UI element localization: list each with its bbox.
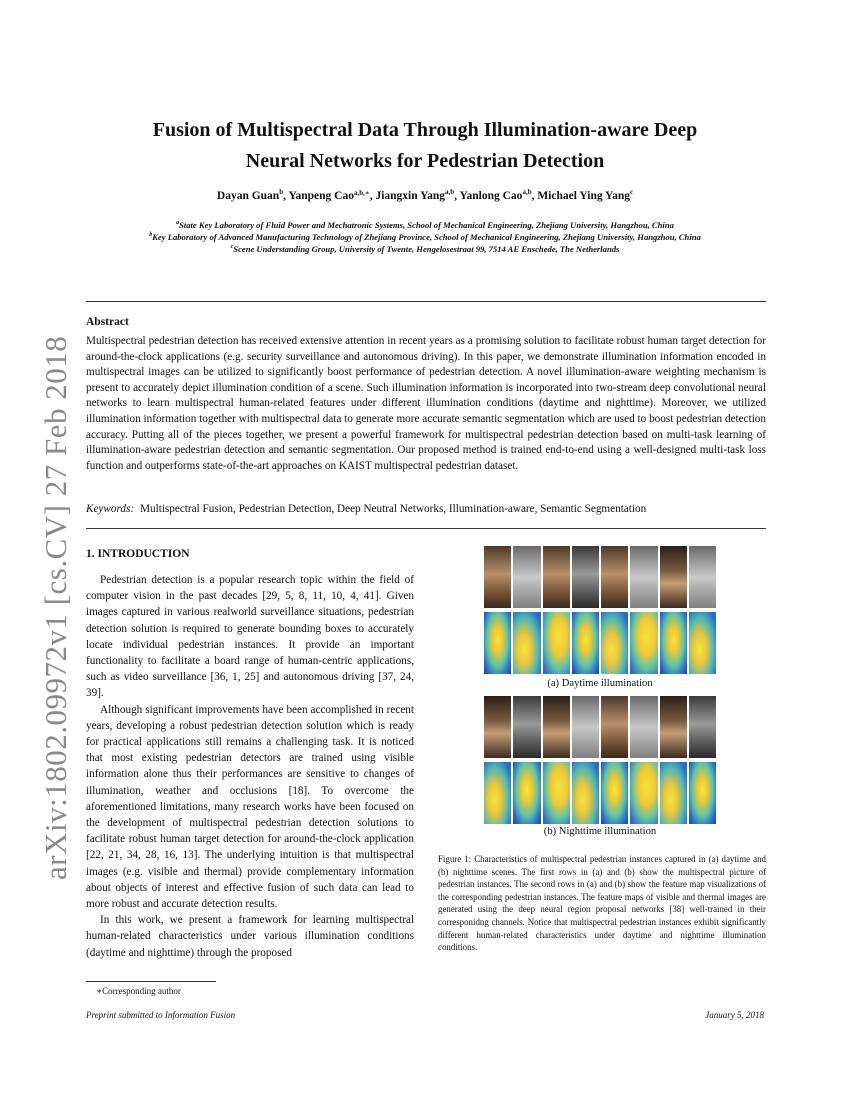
keywords — [86, 503, 766, 515]
pedestrian-image — [572, 696, 599, 758]
feature-map — [630, 762, 657, 824]
keywords-label: Keywords: — [86, 503, 135, 515]
feature-map — [543, 762, 570, 824]
pedestrian-image — [630, 696, 657, 758]
pedestrian-image — [543, 696, 570, 758]
footnote-rule — [86, 981, 216, 982]
affiliations — [60, 219, 790, 255]
daytime-visible-thermal-row — [484, 546, 716, 608]
footer-preprint-note: Preprint submitted to Information Fusion — [86, 1010, 236, 1020]
keywords-text: Multispectral Fusion, Pedestrian Detection, Deep Neutral Networks, Illumination-aware, Semantic Segmentation — [140, 503, 647, 515]
paragraph: In this work, we present a framework for learning multispectral human-related characteristics under various illumination conditions (daytime and nighttime) through the proposed — [86, 914, 414, 959]
feature-map — [543, 612, 570, 674]
feature-map — [660, 612, 687, 674]
title-line-1: Fusion of Multispectral Data Through Illumination-aware Deep — [152, 119, 698, 141]
footnote: ∗Corresponding author — [96, 986, 181, 996]
abstract-heading: Abstract — [86, 316, 129, 328]
feature-map — [572, 762, 599, 824]
paragraph: Pedestrian detection is a popular research topic within the field of computer vision in the past decades [29, 5, 8, 11, 10, 4, 41]. Given images captured in various realworld surveillance situations, pedestrian detection solution is required to generate bounding boxes to accurately locate individual pedestrian instances. It provide an important functionality to facilitate a board range of human-centric applications, such as video surveillance [36, 1, 25] and autonomous driving [37, 24, 39]. — [86, 574, 414, 700]
subcaption-nighttime: (b) Nighttime illumination — [543, 826, 657, 837]
pedestrian-image — [601, 546, 628, 608]
daytime-feature-map-row — [484, 612, 716, 674]
nighttime-visible-thermal-row — [484, 696, 716, 758]
feature-map — [601, 762, 628, 824]
figure-caption: Figure 1: Characteristics of multispectral pedestrian instances captured in (a) daytime and (b) nighttime scenes. The first rows in (a) and (b) show the multispectral picture of pedestrian instances. The second rows in (a) and (b) show the feature map visualizations of the corresponding pedestrian instances. The feature maps of visible and thermal images are generated using the deep neural region proposal networks [38] well-trained in their corresponidng channels. Notice that multispectral pedestrian instances exhibit significantly different human-related characteristics under daytime and nighttime illumination conditions. — [438, 854, 766, 953]
feature-map — [484, 762, 511, 824]
affiliation: $^c$Scene Understanding Group, University of Twente, Hengelosestraat 99, 7514 AE Enschede, The Netherlands — [230, 244, 620, 254]
feature-map — [689, 762, 716, 824]
subcaption-daytime: (a) Daytime illumination — [547, 678, 653, 689]
feature-map — [513, 612, 540, 674]
paragraph: Although significant improvements have been accomplished in recent years, developing a robust pedestrian detection solution which is ready for practical applications still remains a challenging task. It is noticed that most existing pedestrian detectors are trained using visible information alone thus their performances are sensitive to changes of illumination, weather and occlusions [18]. To overcome the aforementioned limitations, many research works have been focused on the development of multispectral pedestrian detection solutions to facilitate robust human target detection for around-the-clock application [22, 21, 34, 28, 16, 13]. The underlying intuition is that multispectral images (e.g. visible and thermal) provide complementary information about objects of interest and effective fusion of such data can lead to more robust and accurate detection results. — [86, 703, 414, 911]
author: Jiangxin Yang$^{a,b}$ — [375, 188, 455, 202]
introduction-body — [86, 572, 414, 961]
feature-map — [513, 762, 540, 824]
author: Yanlong Cao$^{a,b}$ — [459, 188, 532, 202]
feature-map — [572, 612, 599, 674]
nighttime-feature-map-row — [484, 762, 716, 824]
feature-map — [630, 612, 657, 674]
pedestrian-image — [513, 546, 540, 608]
pedestrian-image — [484, 546, 511, 608]
divider-top — [86, 301, 766, 302]
title-line-2: Neural Networks for Pedestrian Detection — [245, 150, 605, 172]
author: Dayan Guan$^b$ — [216, 188, 284, 202]
pedestrian-image — [660, 546, 687, 608]
section-heading: 1. INTRODUCTION — [86, 548, 190, 560]
footer-date: January 5, 2018 — [705, 1010, 764, 1020]
pedestrian-image — [660, 696, 687, 758]
divider-bottom — [86, 528, 766, 529]
arxiv-identifier-stamp: arXiv:1802.09972v1 [cs.CV] 27 Feb 2018 — [38, 335, 73, 880]
pedestrian-image — [543, 546, 570, 608]
feature-map — [601, 612, 628, 674]
author-list: Dayan Guan$^b$, Yanpeng Cao$^{a,b,∗}$, Jiangxin Yang$^{a,b}$, Yanlong Cao$^{a,b}$, Michael Ying Yang$^c$ — [216, 188, 634, 202]
pedestrian-image — [484, 696, 511, 758]
pedestrian-image — [689, 696, 716, 758]
feature-map — [689, 612, 716, 674]
affiliation: $^b$Key Laboratory of Advanced Manufacturing Technology of Zhejiang Province, School of Mechanical Engineering, Zhejiang University, Hangzhou, China — [149, 232, 701, 242]
paper-title — [85, 115, 765, 177]
pedestrian-image — [630, 546, 657, 608]
affiliation: $^a$State Key Laboratory of Fluid Power and Mechatronic Systems, School of Mechanical Engineering, Zhejiang University, Hangzhou, China — [176, 220, 674, 230]
pedestrian-image — [572, 546, 599, 608]
pedestrian-image — [513, 696, 540, 758]
feature-map — [484, 612, 511, 674]
abstract-text: Multispectral pedestrian detection has received extensive attention in recent years as a promising solution to facilitate robust human target detection for around-the-clock applications (e.g. security surveillance and autonomous driving). In this paper, we demonstrate illumination information encoded in multispectral images can be utilized to significantly boost performance of pedestrian detection. A novel illumination-aware weighting mechanism is present to accurately depict illumination condition of a scene. Such illumination information is incorporated into two-stream deep convolutional neural networks to learn multispectral human-related features under different illumination conditions (daytime and nighttime). Moreover, we utilized illumination information together with multispectral data to generate more accurate semantic segmentation which are used to boost pedestrian detection accuracy. Putting all of the pieces together, we present a powerful framework for multispectral pedestrian detection based on multi-task learning of illumination-aware pedestrian detection and semantic segmentation. Our proposed method is trained end-to-end using a well-designed multi-task loss function and outperforms state-of-the-art approaches on KAIST multispectral pedestrian dataset. — [86, 335, 766, 472]
author: Yanpeng Cao$^{a,b,∗}$ — [288, 189, 370, 202]
feature-map — [660, 762, 687, 824]
author: Michael Ying Yang$^c$ — [537, 188, 634, 202]
pedestrian-image — [601, 696, 628, 758]
pedestrian-image — [689, 546, 716, 608]
